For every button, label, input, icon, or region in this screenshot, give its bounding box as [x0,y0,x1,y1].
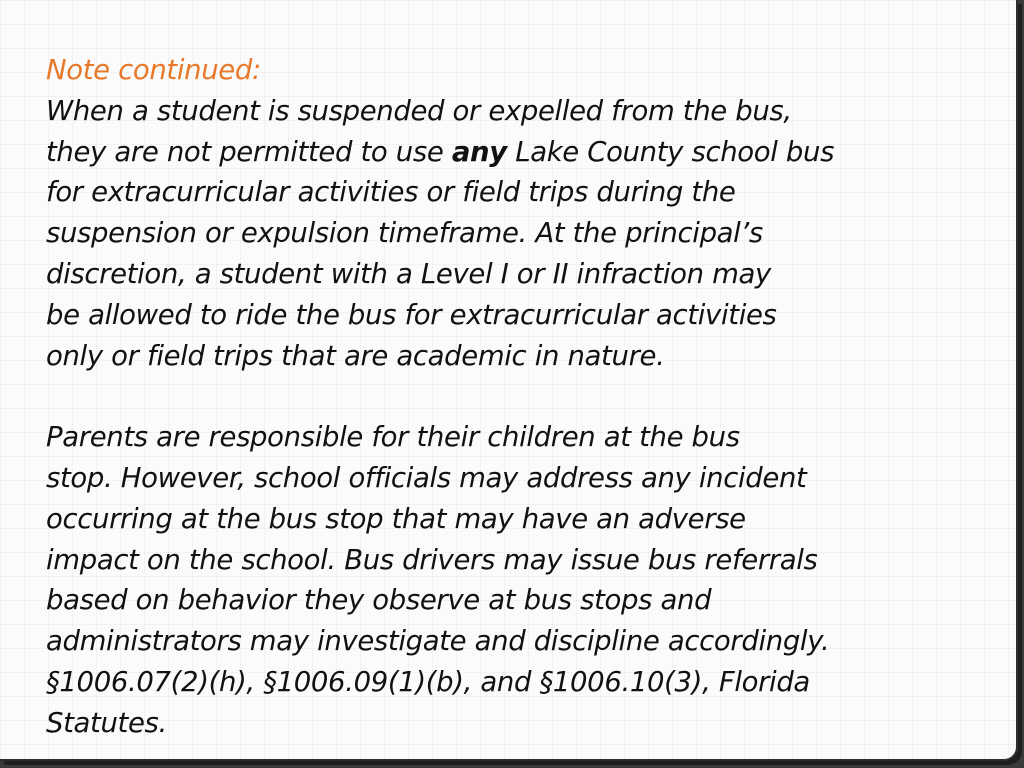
paragraph-line: suspension or expulsion timeframe. At the principal’s [46,217,763,250]
paragraph-bus-suspension [46,91,986,377]
paragraph-line: Parents are responsible for their children at the bus [46,421,740,454]
text-run: they are not permitted to use [46,135,452,168]
text-run: Lake County school bus [506,135,835,168]
statute-citation-end: Statutes. [46,706,167,739]
paragraph-line: discretion, a student with a Level I or II infraction may [46,257,771,290]
slide-body [46,50,986,744]
paragraph-line: stop. However, school officials may address any incident [46,461,807,494]
paragraph-line: based on behavior they observe at bus stops and [46,584,712,617]
paragraph-spacer [46,376,986,417]
paragraph-line: only or field trips that are academic in nature. [46,339,665,372]
paragraph-line: administrators may investigate and discipline accordingly. [46,625,830,658]
note-heading: Note continued: [46,54,261,86]
paragraph-line: When a student is suspended or expelled from the bus, [46,94,792,127]
paragraph-line: be allowed to ride the bus for extracurricular activities [46,298,777,331]
paragraph-line: occurring at the bus stop that may have an adverse [46,502,746,535]
paragraph-line: impact on the school. Bus drivers may issue bus referrals [46,543,818,576]
statute-citation: §1006.07(2)(h), §1006.09(1)(b), and §1006.10(3), Florida [46,665,810,698]
emphasis-any: any [451,135,507,168]
paragraph-bus-stop [46,417,986,743]
paragraph-line: for extracurricular activities or field trips during the [46,176,736,209]
paragraph-line [46,132,986,173]
